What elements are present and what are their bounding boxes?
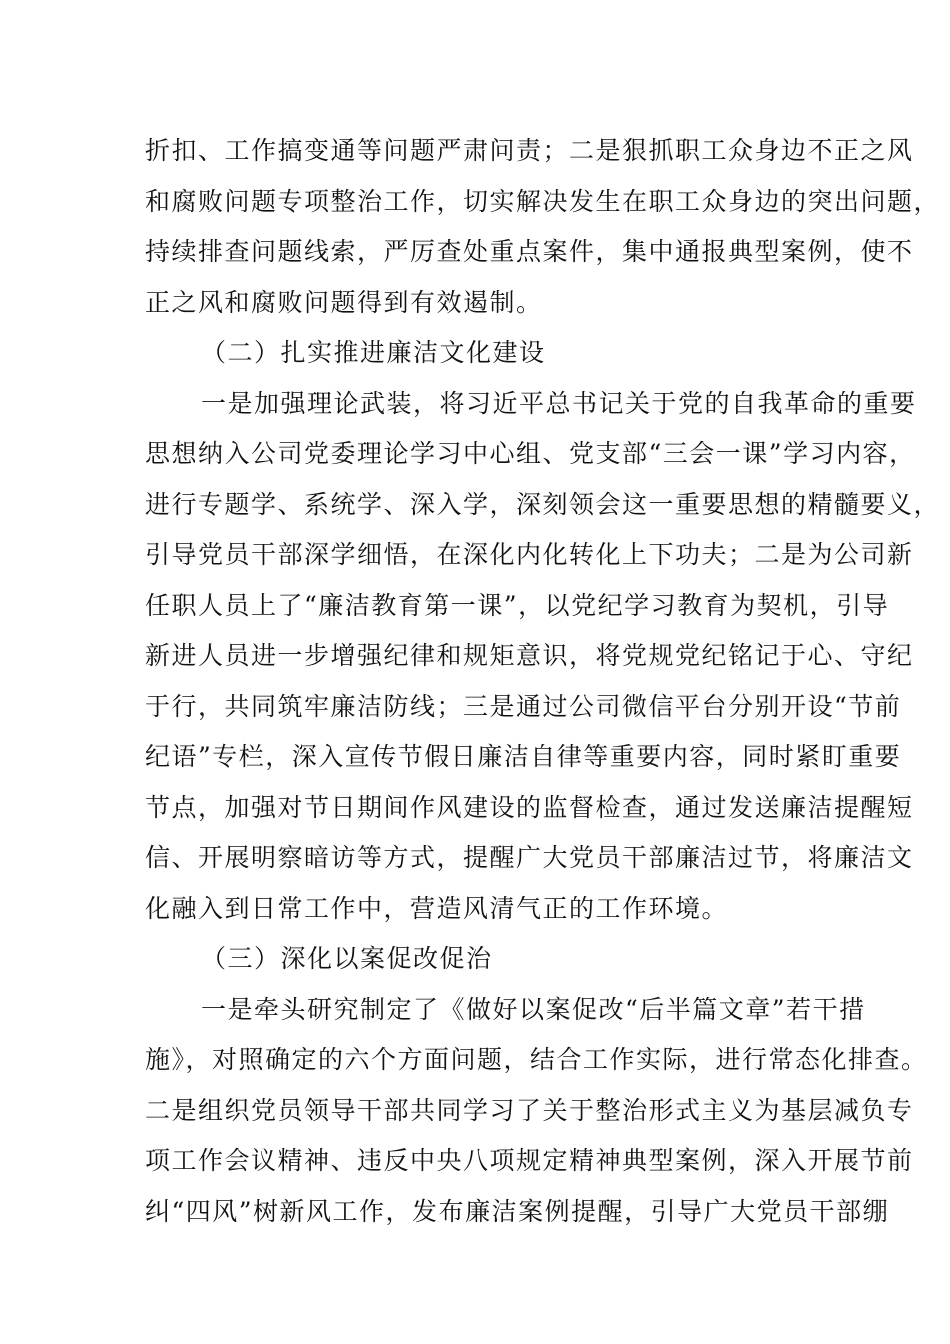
paragraph-line: 任职人员上了“廉洁教育第一课”，以党纪学习教育为契机，引导 (145, 590, 890, 620)
paragraph-2 (145, 379, 941, 935)
paragraph-line: 信、开展明察暗访等方式，提醒广大党员干部廉洁过节，将廉洁文 (145, 843, 914, 872)
paragraph-line: 项工作会议精神、违反中央八项规定精神典型案例，深入开展节前 (145, 1146, 914, 1175)
paragraph-line: 正之风和腐败问题得到有效遏制。 (145, 287, 543, 317)
paragraph-1 (145, 126, 941, 328)
paragraph-line: 新进人员进一步增强纪律和规矩意识，将党规党纪铭记于心、守纪 (145, 641, 914, 670)
paragraph-line: 节点，加强对节日期间作风建设的监督检查，通过发送廉洁提醒短 (145, 792, 914, 822)
paragraph-line: 二是组织党员领导干部共同学习了关于整治形式主义为基层减负专 (145, 1095, 914, 1125)
paragraph-line: 纠“四风”树新风工作，发布廉洁案例提醒，引导广大党员干部绷 (145, 1196, 890, 1226)
paragraph-line: 和腐败问题专项整治工作，切实解决发生在职工众身边的突出问题， (145, 186, 941, 216)
paragraph-line: 思想纳入公司党委理论学习中心组、党支部“三会一课”学习内容， (145, 439, 916, 468)
document-body (145, 126, 941, 1237)
paragraph-line: 施》，对照确定的六个方面问题，结合工作实际，进行常态化排查。 (145, 1045, 928, 1074)
paragraph-line: 持续排查问题线索，严厉查处重点案件，集中通报典型案例，使不 (145, 237, 914, 266)
paragraph-line: 于行，共同筑牢廉洁防线；三是通过公司微信平台分别开设“节前 (145, 691, 902, 721)
section-heading-3: （三）深化以案促改促治 (201, 944, 493, 973)
paragraph-line: 进行专题学、系统学、深入学，深刻领会这一重要思想的精髓要义， (145, 489, 941, 519)
paragraph-line: 一是牵头研究制定了《做好以案促改“后半篇文章”若干措 (201, 994, 866, 1024)
paragraph-line: 折扣、工作搞变通等问题严肃问责；二是狠抓职工众身边不正之风 (145, 136, 914, 165)
section-heading-2: （二）扎实推进廉洁文化建设 (201, 338, 546, 367)
paragraph-line: 纪语”专栏，深入宣传节假日廉洁自律等重要内容，同时紧盯重要 (145, 742, 902, 771)
paragraph-3 (145, 985, 928, 1238)
paragraph-line: 一是加强理论武装，将习近平总书记关于党的自我革命的重要 (201, 388, 917, 418)
paragraph-line: 化融入到日常工作中，营造风清气正的工作环境。 (145, 893, 729, 923)
paragraph-line: 引导党员干部深学细悟，在深化内化转化上下功夫；二是为公司新 (145, 540, 914, 569)
